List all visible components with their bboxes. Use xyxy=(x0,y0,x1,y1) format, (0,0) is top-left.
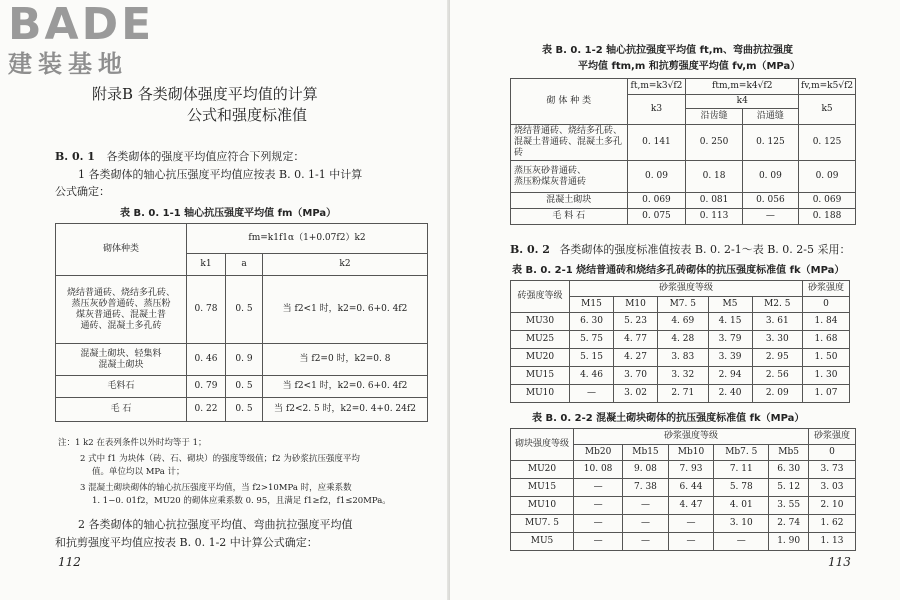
t3-cell: 3. 79 xyxy=(708,331,752,349)
t4-col: Mb10 xyxy=(668,445,714,461)
section-b02-label: B. 0. 2 xyxy=(510,243,550,256)
t3-cell: MU20 xyxy=(511,349,570,367)
t1-r0-k2: 当 f2<1 时，k2=0. 6+0. 4f2 xyxy=(263,276,428,344)
item1-line1: 1 各类砌体的轴心抗压强度平均值应按表 B. 0. 1-1 中计算 xyxy=(78,168,363,181)
t2-r3-k5: 0. 188 xyxy=(799,209,856,225)
t3-cell: 4. 77 xyxy=(614,331,658,349)
table-row xyxy=(511,385,850,403)
t1-r0-k1: 0. 78 xyxy=(187,276,226,344)
t2-r3-k3: 0. 075 xyxy=(627,209,686,225)
t3-cell: — xyxy=(570,385,614,403)
t2-r3-type: 毛 料 石 xyxy=(511,209,628,225)
table4-caption: 表 B. 0. 2-2 混凝土砌块砌体的抗压强度标准值 fk（MPa） xyxy=(532,413,805,424)
t4-cell: — xyxy=(574,479,623,497)
t3-cell: MU25 xyxy=(511,331,570,349)
t4-cell: 1. 90 xyxy=(769,533,809,551)
t3-cell: 3. 39 xyxy=(708,349,752,367)
table-row xyxy=(56,376,428,398)
t3-cell: 3. 30 xyxy=(752,331,802,349)
t1-r2-k2: 当 f2<1 时，k2=0. 6+0. 4f2 xyxy=(263,376,428,398)
t1-r0-a: 0. 5 xyxy=(226,276,263,344)
t4-cell: 5. 12 xyxy=(769,479,809,497)
t4-cell: MU10 xyxy=(511,497,574,515)
t3-cell: 1. 30 xyxy=(803,367,850,385)
table-b021 xyxy=(510,280,850,403)
t4-cell: MU15 xyxy=(511,479,574,497)
table-row xyxy=(511,461,856,479)
table-row xyxy=(511,515,856,533)
table1-caption: 表 B. 0. 1-1 轴心抗压强度平均值 fm（MPa） xyxy=(120,208,337,219)
table-b012 xyxy=(510,78,856,225)
t4-cell: — xyxy=(574,533,623,551)
t4-col: Mb20 xyxy=(574,445,623,461)
t3-cell: 3. 70 xyxy=(614,367,658,385)
t2-r0-k4a: 0. 250 xyxy=(686,125,742,161)
t2-r2-type: 混凝土砌块 xyxy=(511,193,628,209)
t4-cell: MU5 xyxy=(511,533,574,551)
table-row xyxy=(511,313,850,331)
logo-brand-text: BADE xyxy=(8,0,155,50)
t2-r2-k4a: 0. 081 xyxy=(686,193,742,209)
t3-cell: MU15 xyxy=(511,367,570,385)
t3-cell: 5. 75 xyxy=(570,331,614,349)
t4-cell: 1. 62 xyxy=(809,515,856,533)
t1-r1-type-line: 混凝土砌块 xyxy=(98,359,144,370)
t4-cell: 7. 11 xyxy=(714,461,769,479)
t4-cell: MU7. 5 xyxy=(511,515,574,533)
page-number-right: 113 xyxy=(828,555,851,569)
t3-cell: 4. 15 xyxy=(708,313,752,331)
t2-r0-type-line: 烧结普通砖、烧结多孔砖、 xyxy=(514,126,623,136)
table-row xyxy=(511,193,856,209)
t3-head-mortar: 砂浆强度等级 xyxy=(570,281,803,297)
t1-r2-a: 0. 5 xyxy=(226,376,263,398)
t4-cell: — xyxy=(668,533,714,551)
t3-cell: 2. 40 xyxy=(708,385,752,403)
t1-r1-k1: 0. 46 xyxy=(187,344,226,376)
t2-r1-type-line: 蒸压粉煤灰普通砖 xyxy=(514,176,587,187)
t3-col: 0 xyxy=(803,297,850,313)
t1-formula: fm=k1f1α（1+0.07f2）k2 xyxy=(187,224,428,254)
t4-cell: 3. 03 xyxy=(809,479,856,497)
t3-cell: 6. 30 xyxy=(570,313,614,331)
table-row xyxy=(511,349,850,367)
t4-cell: 10. 08 xyxy=(574,461,623,479)
t3-cell: 4. 27 xyxy=(614,349,658,367)
t1-r3-k1: 0. 22 xyxy=(187,398,226,422)
t2-r1-k3: 0. 09 xyxy=(627,161,686,193)
item2-line2: 和抗剪强度平均值应按表 B. 0. 1-2 中计算公式确定： xyxy=(55,536,318,549)
t2-r1-k4a: 0. 18 xyxy=(686,161,742,193)
t1-r1-type-line: 混凝土砌块、轻集料 xyxy=(80,348,162,359)
t4-cell: 1. 13 xyxy=(809,533,856,551)
t3-col: M10 xyxy=(614,297,658,313)
t4-col: Mb5 xyxy=(769,445,809,461)
t4-cell: — xyxy=(623,533,669,551)
t2-head-k5: k5 xyxy=(799,95,856,125)
table-b011 xyxy=(55,223,428,422)
table-row xyxy=(511,209,856,225)
t4-cell: MU20 xyxy=(511,461,574,479)
t4-cell: 7. 38 xyxy=(623,479,669,497)
t3-cell: 5. 15 xyxy=(570,349,614,367)
t4-cell: — xyxy=(623,497,669,515)
t1-head-k2: k2 xyxy=(263,254,428,276)
t3-cell: 3. 32 xyxy=(658,367,708,385)
appendix-title-line2: 公式和强度标准值 xyxy=(187,106,308,124)
t1-head-k1: k1 xyxy=(187,254,226,276)
t2-r1-k5: 0. 09 xyxy=(799,161,856,193)
t4-cell: 9. 08 xyxy=(623,461,669,479)
t4-col: Mb15 xyxy=(623,445,669,461)
t3-col: M2. 5 xyxy=(752,297,802,313)
t3-cell: 3. 02 xyxy=(614,385,658,403)
t2-r1-k4b: 0. 09 xyxy=(742,161,798,193)
t3-cell: 2. 09 xyxy=(752,385,802,403)
t2-r0-type-line: 混凝土普通砖、混凝土多孔砖 xyxy=(514,137,623,158)
t4-cell: — xyxy=(574,497,623,515)
t4-cell: 3. 73 xyxy=(809,461,856,479)
section-b02-text: 各类砌体的强度标准值按表 B. 0. 2-1～表 B. 0. 2-5 采用： xyxy=(559,243,851,256)
t4-head-strength: 砂浆强度 xyxy=(809,429,856,445)
t4-cell: 2. 10 xyxy=(809,497,856,515)
t4-head-mortar: 砂浆强度等级 xyxy=(574,429,809,445)
t3-cell: 1. 68 xyxy=(803,331,850,349)
page-number-left: 112 xyxy=(58,555,81,569)
t2-r2-k4b: 0. 056 xyxy=(742,193,798,209)
t3-col: M7. 5 xyxy=(658,297,708,313)
note-2: 2 式中 f1 为块体（砖、石、砌块）的强度等级值；f2 为砂浆抗压强度平均 xyxy=(80,454,360,464)
t3-cell: MU30 xyxy=(511,313,570,331)
table-b022 xyxy=(510,428,856,551)
t3-cell: 2. 71 xyxy=(658,385,708,403)
t2-formula-bending: ftm,m=k4√f2 xyxy=(686,79,799,95)
t1-r0-type-line: 烧结普通砖、烧结多孔砖、 xyxy=(66,287,175,298)
item2-line1: 2 各类砌体的轴心抗拉强度平均值、弯曲抗拉强度平均值 xyxy=(78,518,353,531)
t3-cell: 2. 94 xyxy=(708,367,752,385)
table-row xyxy=(511,331,850,349)
t3-cell: 4. 46 xyxy=(570,367,614,385)
t2-formula-tension: ft,m=k3√f2 xyxy=(627,79,686,95)
t1-r0-type-line: 蒸压灰砂普通砖、蒸压粉 xyxy=(71,298,171,309)
t2-head-along-bed: 沿通缝 xyxy=(742,109,798,125)
t3-head-grade: 砖强度等级 xyxy=(511,281,570,313)
t1-r3-type: 毛 石 xyxy=(56,398,187,422)
t2-head-k3: k3 xyxy=(627,95,686,125)
t4-col: Mb7. 5 xyxy=(714,445,769,461)
t1-head-a: a xyxy=(226,254,263,276)
note-3: 3 混凝土砌块砌体的轴心抗压强度平均值，当 f2>10MPa 时，应乘系数 xyxy=(80,483,352,493)
t3-cell: 1. 50 xyxy=(803,349,850,367)
table2-caption-line2: 平均值 ftm,m 和抗剪强度平均值 fv,m（MPa） xyxy=(578,61,801,72)
t2-r2-k3: 0. 069 xyxy=(627,193,686,209)
t4-head-grade: 砌块强度等级 xyxy=(511,429,574,461)
appendix-title: 附录B 各类砌体强度平均值的计算 xyxy=(92,85,318,103)
table-row xyxy=(511,125,856,161)
t4-cell: — xyxy=(574,515,623,533)
t3-cell: MU10 xyxy=(511,385,570,403)
t3-cell: 5. 23 xyxy=(614,313,658,331)
t1-r3-a: 0. 5 xyxy=(226,398,263,422)
t3-cell: 1. 07 xyxy=(803,385,850,403)
section-b01-label: B. 0. 1 xyxy=(55,150,95,163)
t3-cell: 4. 28 xyxy=(658,331,708,349)
t2-r3-k4b: — xyxy=(742,209,798,225)
t4-cell: 6. 44 xyxy=(668,479,714,497)
t3-col: M5 xyxy=(708,297,752,313)
t2-head-type: 砌 体 种 类 xyxy=(511,79,628,125)
table-row xyxy=(511,497,856,515)
t3-cell: 2. 95 xyxy=(752,349,802,367)
table-row xyxy=(56,398,428,422)
t1-head-type: 砌体种类 xyxy=(56,224,187,276)
t4-cell: 2. 74 xyxy=(769,515,809,533)
t3-head-strength: 砂浆强度 xyxy=(803,281,850,297)
t4-cell: 3. 55 xyxy=(769,497,809,515)
t1-r1-k2: 当 f2=0 时，k2=0. 8 xyxy=(263,344,428,376)
t3-cell: 4. 69 xyxy=(658,313,708,331)
t1-r2-type: 毛料石 xyxy=(56,376,187,398)
table-row xyxy=(511,533,856,551)
table-row xyxy=(511,161,856,193)
note-3-cont: 1. 1−0. 01f2，MU20 的砌体应乘系数 0. 95，且满足 f1≥f2，f1≤20MPa。 xyxy=(92,496,391,506)
note-1: 注：1 k2 在表列条件以外时均等于 1； xyxy=(58,438,207,448)
table-row xyxy=(511,367,850,385)
t2-formula-shear: fv,m=k5√f2 xyxy=(799,79,856,95)
t2-head-k4: k4 xyxy=(686,95,799,109)
t1-r0-type-line: 通砖、混凝土多孔砖 xyxy=(80,320,162,331)
t2-r2-k5: 0. 069 xyxy=(799,193,856,209)
t2-r1-type-line: 蒸压灰砂普通砖、 xyxy=(514,165,587,176)
right-page xyxy=(450,0,900,600)
table-row xyxy=(511,479,856,497)
t1-r2-k1: 0. 79 xyxy=(187,376,226,398)
t4-cell: — xyxy=(714,533,769,551)
t2-r3-k4a: 0. 113 xyxy=(686,209,742,225)
table2-caption-line1: 表 B. 0. 1-2 轴心抗拉强度平均值 ft,m、弯曲抗拉强度 xyxy=(542,45,794,56)
t3-col: M15 xyxy=(570,297,614,313)
t2-r0-k3: 0. 141 xyxy=(627,125,686,161)
t3-cell: 3. 83 xyxy=(658,349,708,367)
t4-cell: 7. 93 xyxy=(668,461,714,479)
t1-r1-a: 0. 9 xyxy=(226,344,263,376)
table-row xyxy=(56,344,428,376)
t4-cell: 5. 78 xyxy=(714,479,769,497)
t3-cell: 3. 61 xyxy=(752,313,802,331)
table3-caption: 表 B. 0. 2-1 烧结普通砖和烧结多孔砖砌体的抗压强度标准值 fk（MPa） xyxy=(512,265,845,276)
note-2-cont: 值。单位均以 MPa 计； xyxy=(92,467,185,477)
t2-r0-k5: 0. 125 xyxy=(799,125,856,161)
table-row xyxy=(56,276,428,344)
t4-col: 0 xyxy=(809,445,856,461)
t2-head-along-joint: 沿齿缝 xyxy=(686,109,742,125)
t4-cell: 4. 47 xyxy=(668,497,714,515)
t3-cell: 1. 84 xyxy=(803,313,850,331)
t3-cell: 2. 56 xyxy=(752,367,802,385)
section-b01-text: 各类砌体的强度平均值应符合下列规定： xyxy=(106,150,305,163)
item1-line2: 公式确定： xyxy=(55,185,110,198)
t2-r0-k4b: 0. 125 xyxy=(742,125,798,161)
t4-cell: — xyxy=(668,515,714,533)
t4-cell: 4. 01 xyxy=(714,497,769,515)
brand-logo xyxy=(8,2,178,80)
t4-cell: 3. 10 xyxy=(714,515,769,533)
t1-r3-k2: 当 f2<2. 5 时，k2=0. 4+0. 24f2 xyxy=(263,398,428,422)
logo-subtitle: 建装基地 xyxy=(8,50,128,78)
t4-cell: — xyxy=(623,515,669,533)
t1-r0-type-line: 煤灰普通砖、混凝土普 xyxy=(75,309,166,320)
t4-cell: 6. 30 xyxy=(769,461,809,479)
